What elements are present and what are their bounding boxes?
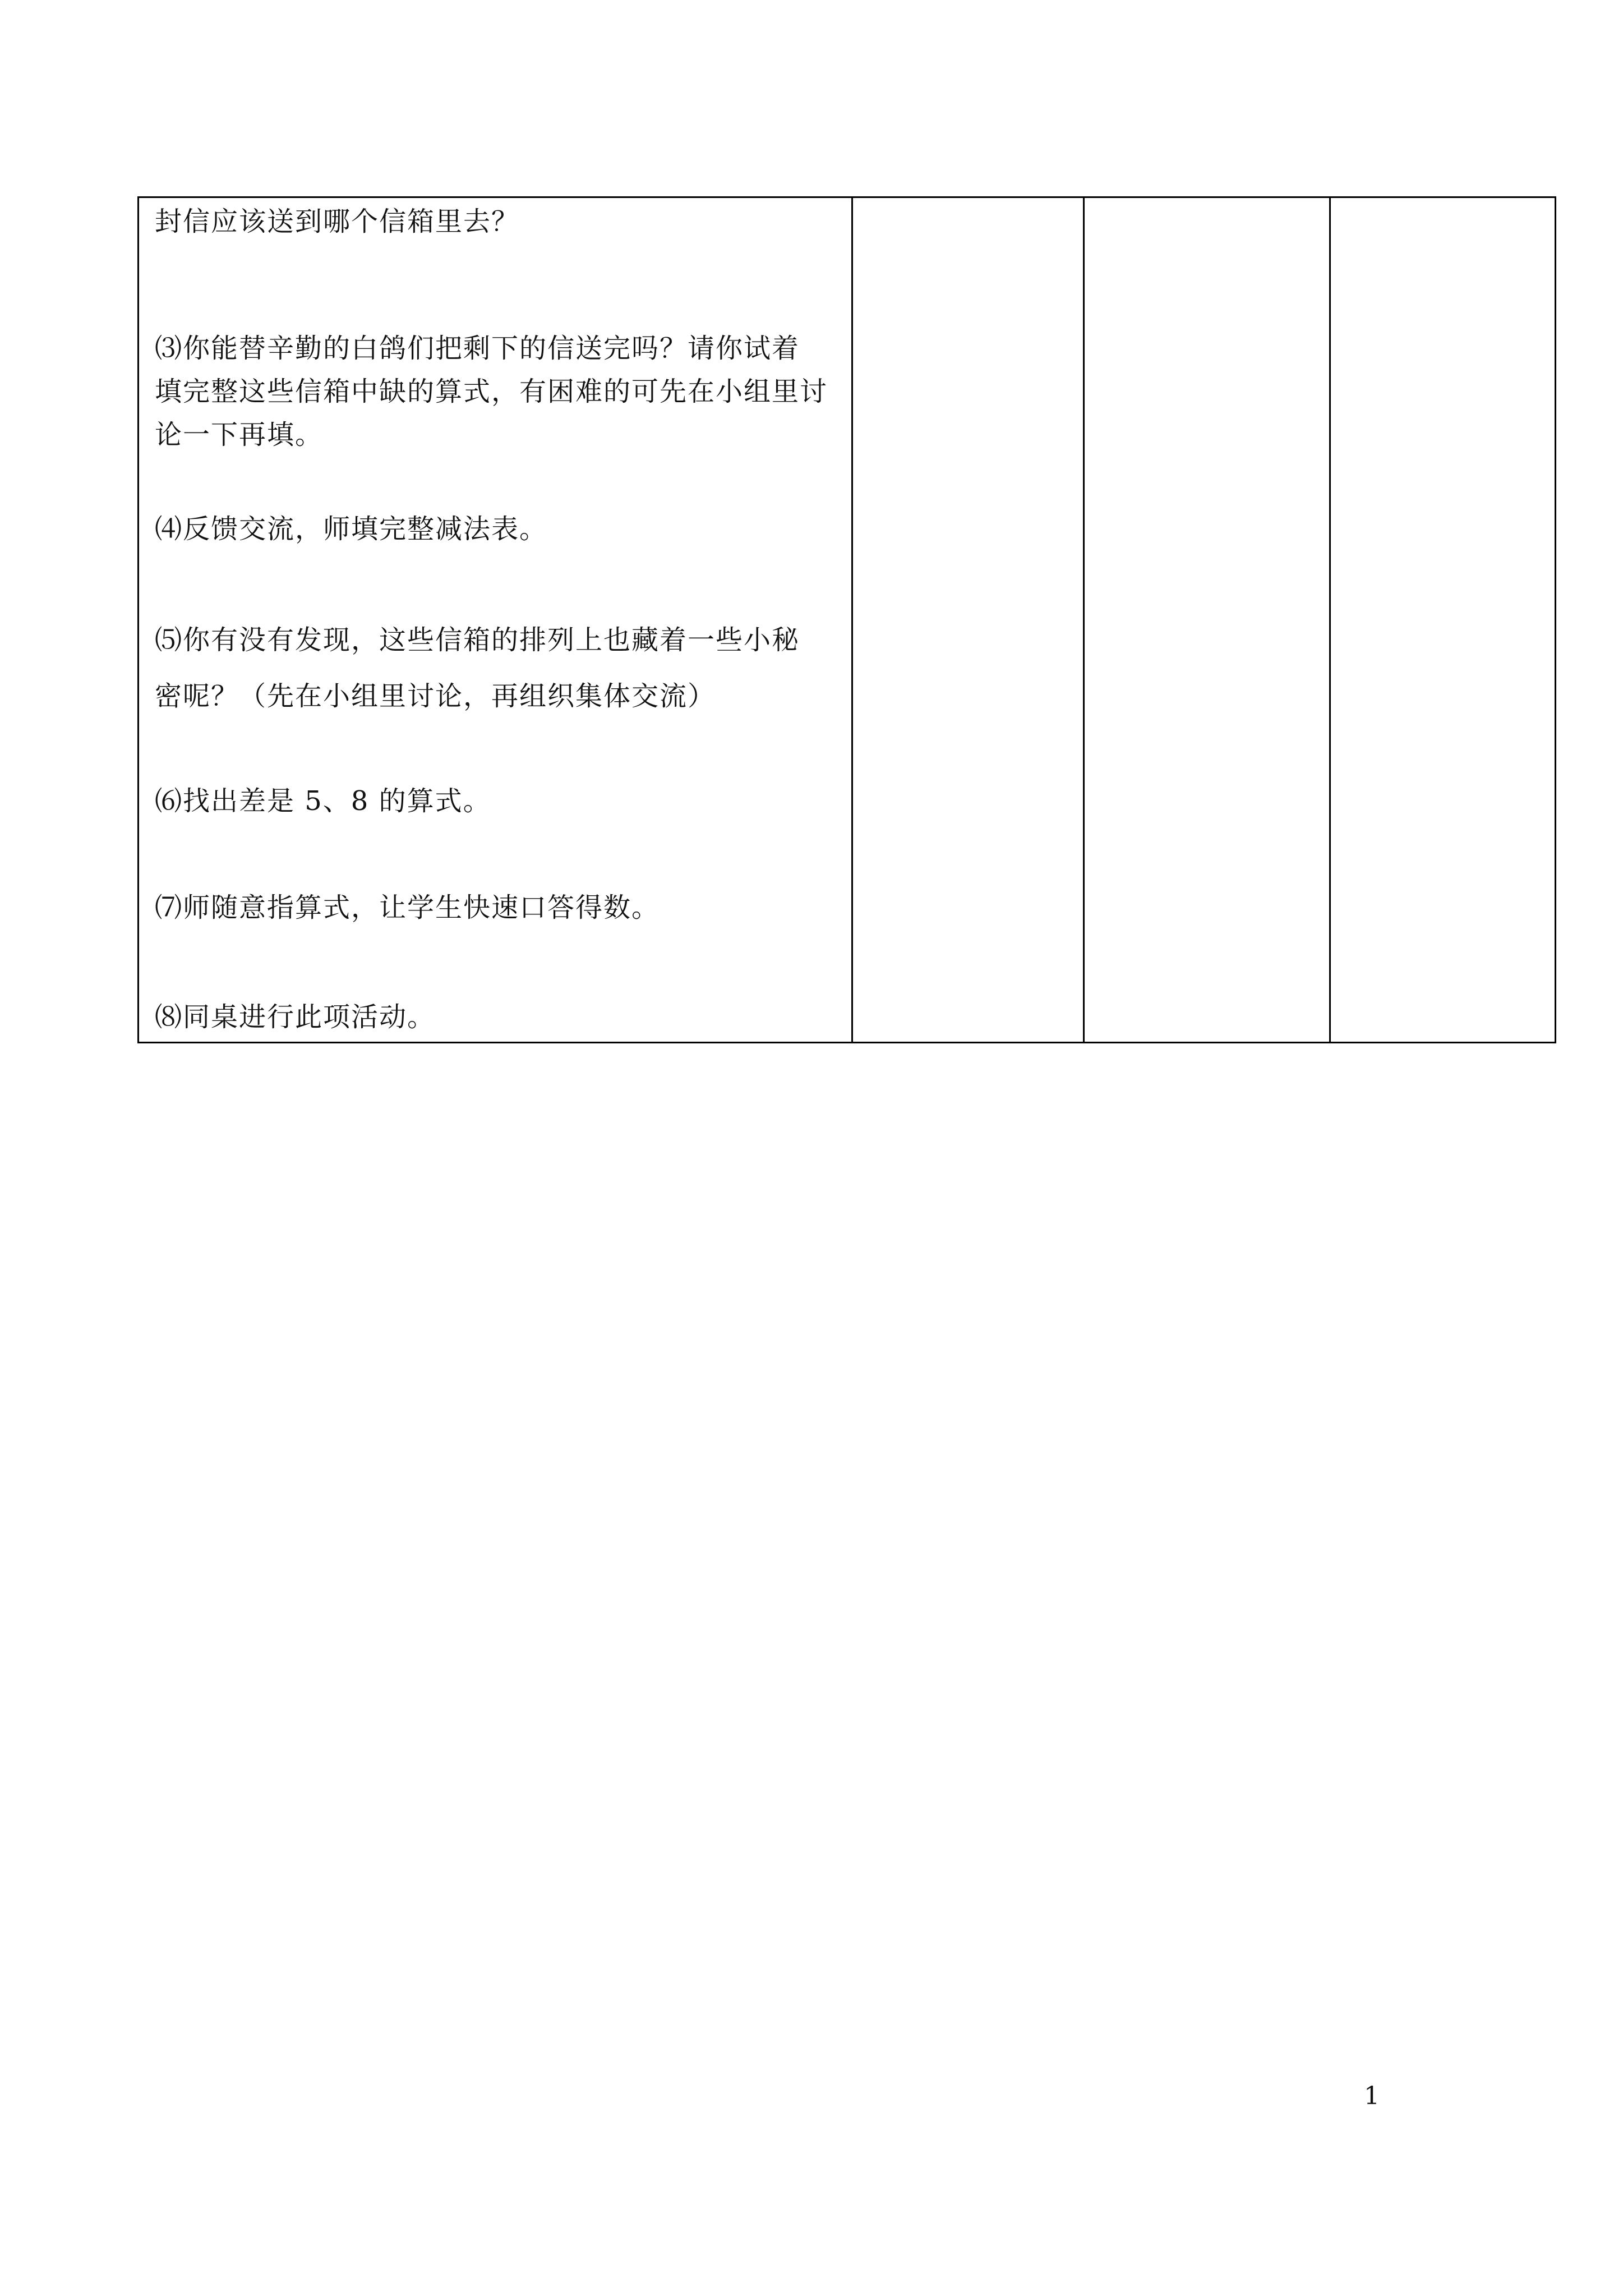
text-line: ⑷反馈交流，师填完整减法表。 bbox=[155, 513, 548, 545]
column-divider-1 bbox=[851, 198, 853, 1042]
teaching-process-cell bbox=[155, 198, 845, 1042]
text-line: 密呢？（先在小组里讨论，再组织集体交流） bbox=[155, 680, 716, 712]
text-line: 论一下再填。 bbox=[155, 419, 324, 450]
text-line: ⑸你有没有发现，这些信箱的排列上也藏着一些小秘 bbox=[155, 624, 800, 656]
text-line: 封信应该送到哪个信箱里去？ bbox=[155, 206, 520, 237]
text-line: 填完整这些信箱中缺的算式，有困难的可先在小组里讨 bbox=[155, 376, 828, 407]
text-line: ⑶你能替辛勤的白鸽们把剩下的信送完吗？请你试着 bbox=[155, 333, 800, 364]
column-divider-2 bbox=[1083, 198, 1085, 1042]
column-divider-3 bbox=[1329, 198, 1331, 1042]
text-line: ⑹找出差是 5、8 的算式。 bbox=[155, 785, 491, 817]
page-number: 1 bbox=[1364, 2082, 1380, 2110]
lesson-plan-table bbox=[137, 196, 1556, 1043]
text-line: ⑻同桌进行此项活动。 bbox=[155, 1001, 436, 1033]
text-line: ⑺师随意指算式，让学生快速口答得数。 bbox=[155, 892, 660, 923]
